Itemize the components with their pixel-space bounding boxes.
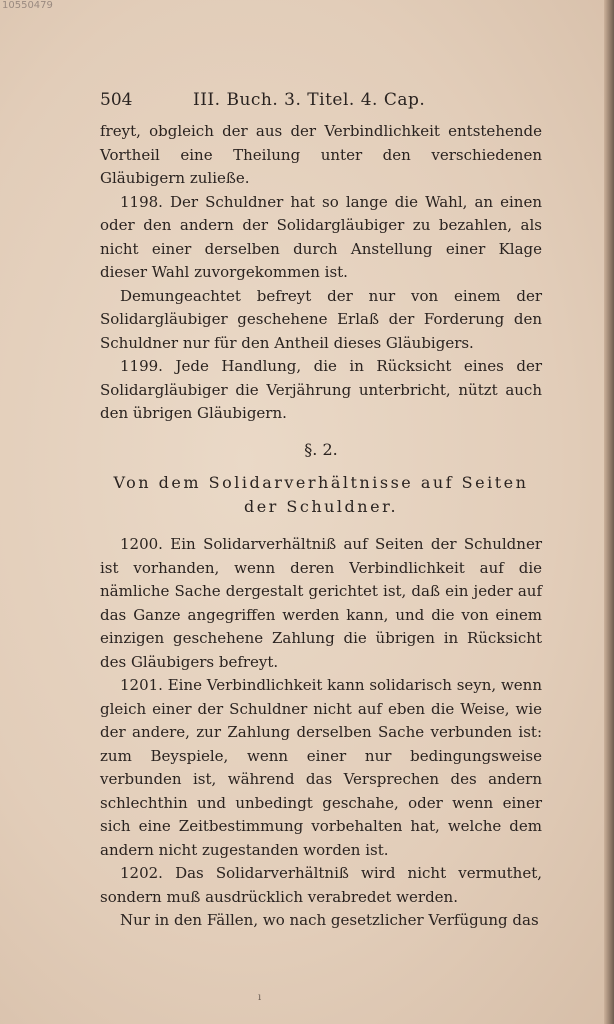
page-header — [100, 90, 540, 114]
paragraph-continuation: freyt, obgleich der aus der Verbindlichkeit entstehende Vortheil eine Theilung unter den verschiedenen Gläubigern zuließe. — [100, 122, 542, 187]
page-body — [100, 120, 542, 933]
paragraph-1199: 1199. Jede Handlung, die in Rücksicht eines der Solidargläubiger die Verjährung unterbricht, nützt auch den übrigen Gläubigern. — [100, 357, 542, 422]
bottom-mark: ı — [258, 992, 262, 1003]
page-edge — [604, 0, 614, 1024]
section-number: §. 2. — [304, 439, 338, 459]
paragraph-1201: 1201. Eine Verbindlichkeit kann solidarisch seyn, wenn gleich einer der Schuldner nicht auf eben die Weise, wie der andere, zur Zahlung derselben Sache verbunden ist: zum Beyspiele, wenn einer nur bedingungsweise verbunden ist, während das Versprechen des andern schlechthin und unbedingt geschahe, oder wenn einer sich eine Zeitbestimmung vorbehalten hat, welche dem andern nicht zugestanden worden ist. — [100, 676, 542, 859]
section-title: Von dem Solidarverhältnisse auf Seiten der Schuldner. — [113, 473, 529, 516]
paragraph-final: Nur in den Fällen, wo nach gesetzlicher Verfügung das — [120, 911, 539, 929]
paragraph-1200: 1200. Ein Solidarverhältniß auf Seiten der Schuldner ist vorhanden, wenn deren Verbindlichkeit auf die nämliche Sache dergestalt gerichtet ist, daß ein jeder auf das Ganze angegriffen werden kann, und die von einem einzigen geschehene Zahlung die übrigen in Rücksicht des Gläubigers befreyt. — [100, 535, 542, 671]
paragraph-1202: 1202. Das Solidarverhältniß wird nicht vermuthet, sondern muß ausdrücklich verabredet werden. — [100, 864, 542, 906]
paragraph-1198-cont: Demungeachtet befreyt der nur von einem der Solidargläubiger geschehene Erlaß der Forderung den Schuldner nur für den Antheil dieses Gläubigers. — [100, 286, 542, 352]
page-number: 504 — [100, 90, 133, 110]
paragraph-1198: 1198. Der Schuldner hat so lange die Wahl, an einen oder den andern der Solidargläubiger zu bezahlen, als nicht einer derselben durch Anstellung einer Klage dieser Wahl zuvorgekommen ist. — [100, 192, 542, 281]
scan-id-label: 10550479 — [2, 0, 53, 11]
running-head: III. Buch. 3. Titel. 4. Cap. — [193, 90, 426, 110]
